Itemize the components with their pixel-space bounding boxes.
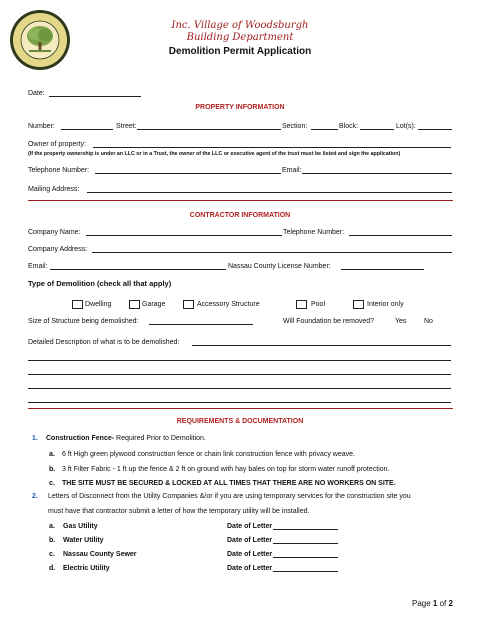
village-name: Inc. Village of Woodsburgh <box>171 20 309 31</box>
owner-email-field[interactable] <box>302 173 452 174</box>
accessory-structure-option: Accessory Structure <box>197 301 260 308</box>
foundation-no[interactable]: No <box>424 318 433 325</box>
water-date-field[interactable] <box>273 543 338 544</box>
contractor-heading: CONTRACTOR INFORMATION <box>189 212 291 219</box>
street-field[interactable] <box>137 129 281 130</box>
garage-checkbox[interactable] <box>129 300 140 309</box>
number-field[interactable] <box>61 129 113 130</box>
item-1b-letter: b. <box>49 466 56 473</box>
block-field[interactable] <box>360 129 394 130</box>
item-1-bold: Construction Fence- <box>46 435 115 442</box>
lots-field[interactable] <box>418 129 452 130</box>
item-1b-text: 3 ft Filter Fabric - 1 ft up the fence & 2 ft on ground with hay bales on top for storm water runoff protection. <box>62 466 390 473</box>
utility-date-label: Date of Letter <box>227 565 273 572</box>
utility-letter: a. <box>49 523 55 530</box>
contractor-email-field[interactable] <box>50 269 226 270</box>
item-1c-text: THE SITE MUST BE SECURED & LOCKED AT ALL TIMES THAT THERE ARE NO WORKERS ON SITE. <box>62 480 396 487</box>
page-word: Page <box>412 599 431 608</box>
gas-date-field[interactable] <box>273 529 338 530</box>
owner-telephone-label: Telephone Number: <box>28 167 90 174</box>
utility-letter: b. <box>49 537 56 544</box>
foundation-label: Will Foundation be removed? <box>283 318 375 325</box>
utility-date-label: Date of Letter <box>227 537 273 544</box>
utility-letter: d. <box>49 565 56 572</box>
description-label: Detailed Description of what is to be demolished: <box>28 339 180 346</box>
item-1a-letter: a. <box>49 451 55 458</box>
size-field[interactable] <box>149 324 253 325</box>
demolition-type-heading: Type of Demolition (check all that apply) <box>28 279 172 288</box>
dwelling-checkbox[interactable] <box>72 300 83 309</box>
pool-option: Pool <box>311 301 326 308</box>
utility-letter: c. <box>49 551 55 558</box>
lots-label: Lot(s): <box>396 123 416 130</box>
item-2-number: 2. <box>32 493 38 500</box>
garage-option: Garage <box>142 301 166 308</box>
utility-name: Water Utility <box>63 537 104 544</box>
item-2-line-2: must have that contractor submit a letter of how the temporary utility will be installed. <box>48 508 310 515</box>
item-1-number: 1. <box>32 435 38 442</box>
date-field[interactable] <box>49 96 141 97</box>
page-current: 1 <box>432 599 438 608</box>
utility-name: Nassau County Sewer <box>63 551 137 558</box>
size-label: Size of Structure being demolished: <box>28 318 139 325</box>
foundation-yes[interactable]: Yes <box>395 318 407 325</box>
item-1c-caps: THE SITE MUST BE SECURED & LOCKED AT ALL TIMES THAT THERE ARE NO WORKERS ON SITE <box>62 480 394 487</box>
company-name-label: Company Name: <box>28 229 81 236</box>
description-field-line-3[interactable] <box>28 374 451 375</box>
mailing-label: Mailing Address: <box>28 186 80 193</box>
utility-name: Electric Utility <box>63 565 110 572</box>
contractor-telephone-field[interactable] <box>349 235 452 236</box>
page-total: 2 <box>448 599 453 608</box>
item-2-line-1: Letters of Disconnect from the Utility Companies &/or if you are using temporary services for the construction site you <box>48 493 411 500</box>
item-1c-letter: c. <box>49 480 55 487</box>
number-label: Number: <box>28 123 55 130</box>
page-title: Demolition Permit Application <box>168 46 312 57</box>
item-1-text <box>46 434 206 443</box>
date-label: Date: <box>28 90 45 97</box>
contractor-email-label: Email: <box>28 263 48 270</box>
owner-note: (If the property ownership is under an LLC or in a Trust, the owner of the LLC or executive agent of the trust must be listed and sign the application) <box>28 151 401 157</box>
street-label: Street: <box>116 123 137 130</box>
department-name: Building Department <box>186 32 294 43</box>
owner-label: Owner of property: <box>28 141 86 148</box>
description-field-line-4[interactable] <box>28 388 451 389</box>
village-seal <box>9 9 71 71</box>
company-name-field[interactable] <box>86 235 282 236</box>
section-divider <box>28 408 453 409</box>
owner-telephone-field[interactable] <box>95 173 281 174</box>
description-field-line-1[interactable] <box>192 345 451 346</box>
company-address-label: Company Address: <box>28 246 88 253</box>
section-divider <box>28 200 453 201</box>
license-label: Nassau County License Number: <box>228 263 331 270</box>
interior-only-option: Interior only <box>367 301 404 308</box>
property-heading: PROPERTY INFORMATION <box>195 104 285 111</box>
description-field-line-2[interactable] <box>28 360 451 361</box>
contractor-telephone-label: Telephone Number: <box>283 229 345 236</box>
utility-date-label: Date of Letter <box>227 551 273 558</box>
dwelling-option: Dwelling <box>85 301 112 308</box>
accessory-structure-checkbox[interactable] <box>183 300 194 309</box>
requirements-heading: REQUIREMENTS & DOCUMENTATION <box>176 418 304 425</box>
utility-date-label: Date of Letter <box>227 523 273 530</box>
pool-checkbox[interactable] <box>296 300 307 309</box>
block-label: Block: <box>339 123 359 130</box>
utility-name: Gas Utility <box>63 523 98 530</box>
interior-only-checkbox[interactable] <box>353 300 364 309</box>
owner-email-label: Email: <box>282 167 302 174</box>
section-field[interactable] <box>311 129 338 130</box>
company-address-field[interactable] <box>92 252 452 253</box>
section-label: Section: <box>282 123 308 130</box>
sewer-date-field[interactable] <box>273 557 338 558</box>
item-1-rest: Required Prior to Demolition. <box>114 435 206 442</box>
owner-field[interactable] <box>93 147 451 148</box>
description-field-line-5[interactable] <box>28 402 451 403</box>
item-1a-text: 6 ft High green plywood construction fence or chain link construction fence with privacy weave. <box>62 451 355 458</box>
electric-date-field[interactable] <box>273 571 338 572</box>
mailing-field[interactable] <box>87 192 452 193</box>
page-number <box>412 599 453 608</box>
of-word: of <box>439 599 447 608</box>
license-field[interactable] <box>341 269 424 270</box>
